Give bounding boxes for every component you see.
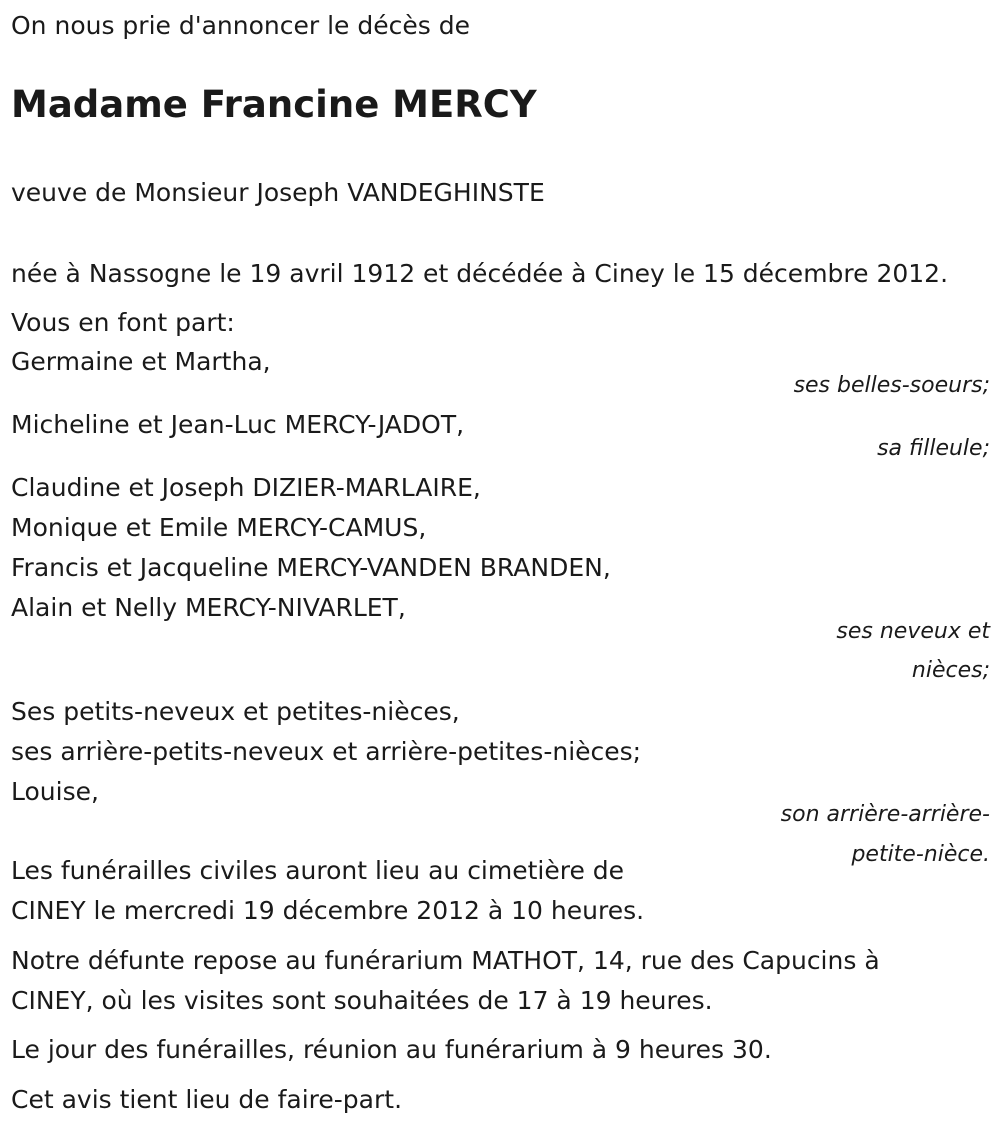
family-relation: nièces; <box>911 658 990 683</box>
family-names-line: Francis et Jacqueline MERCY-VANDEN BRANDEN, <box>11 553 611 582</box>
family-names-line: Louise, <box>11 777 99 806</box>
family-names-line: Germaine et Martha, <box>11 347 271 376</box>
family-names-line: Monique et Emile MERCY-CAMUS, <box>11 513 427 542</box>
intro-text: On nous prie d'annoncer le décès de <box>11 11 470 40</box>
family-names-line: ses arrière-petits-neveux et arrière-petites-nièces; <box>11 737 642 766</box>
funeral-line: Les funérailles civiles auront lieu au cimetière de <box>11 856 625 885</box>
family-relation: ses neveux et <box>836 619 990 644</box>
birth-death-text: née à Nassogne le 19 avril 1912 et décédée à Ciney le 15 décembre 2012. <box>11 259 949 288</box>
meeting-text: Le jour des funérailles, réunion au funérarium à 9 heures 30. <box>11 1035 772 1064</box>
rest-place-line: Notre défunte repose au funérarium MATHOT, 14, rue des Capucins à <box>11 946 880 975</box>
funeral-line: CINEY le mercredi 19 décembre 2012 à 10 heures. <box>11 896 645 925</box>
announcers-intro: Vous en font part: <box>11 308 235 337</box>
family-names-line: Micheline et Jean-Luc MERCY-JADOT, <box>11 410 465 439</box>
family-names-line: Ses petits-neveux et petites-nièces, <box>11 697 460 726</box>
family-names-line: Claudine et Joseph DIZIER-MARLAIRE, <box>11 473 481 502</box>
family-relation: petite-nièce. <box>851 842 990 867</box>
spouse-text: veuve de Monsieur Joseph VANDEGHINSTE <box>11 178 545 207</box>
rest-place-line: CINEY, où les visites sont souhaitées de 17 à 19 heures. <box>11 986 713 1015</box>
family-names-line: Alain et Nelly MERCY-NIVARLET, <box>11 593 406 622</box>
deceased-name: Madame Francine MERCY <box>11 83 537 126</box>
closing-text: Cet avis tient lieu de faire-part. <box>11 1085 403 1114</box>
family-relation: sa filleule; <box>877 436 990 461</box>
family-relation: son arrière-arrière- <box>780 802 990 827</box>
family-relation: ses belles-soeurs; <box>793 373 990 398</box>
